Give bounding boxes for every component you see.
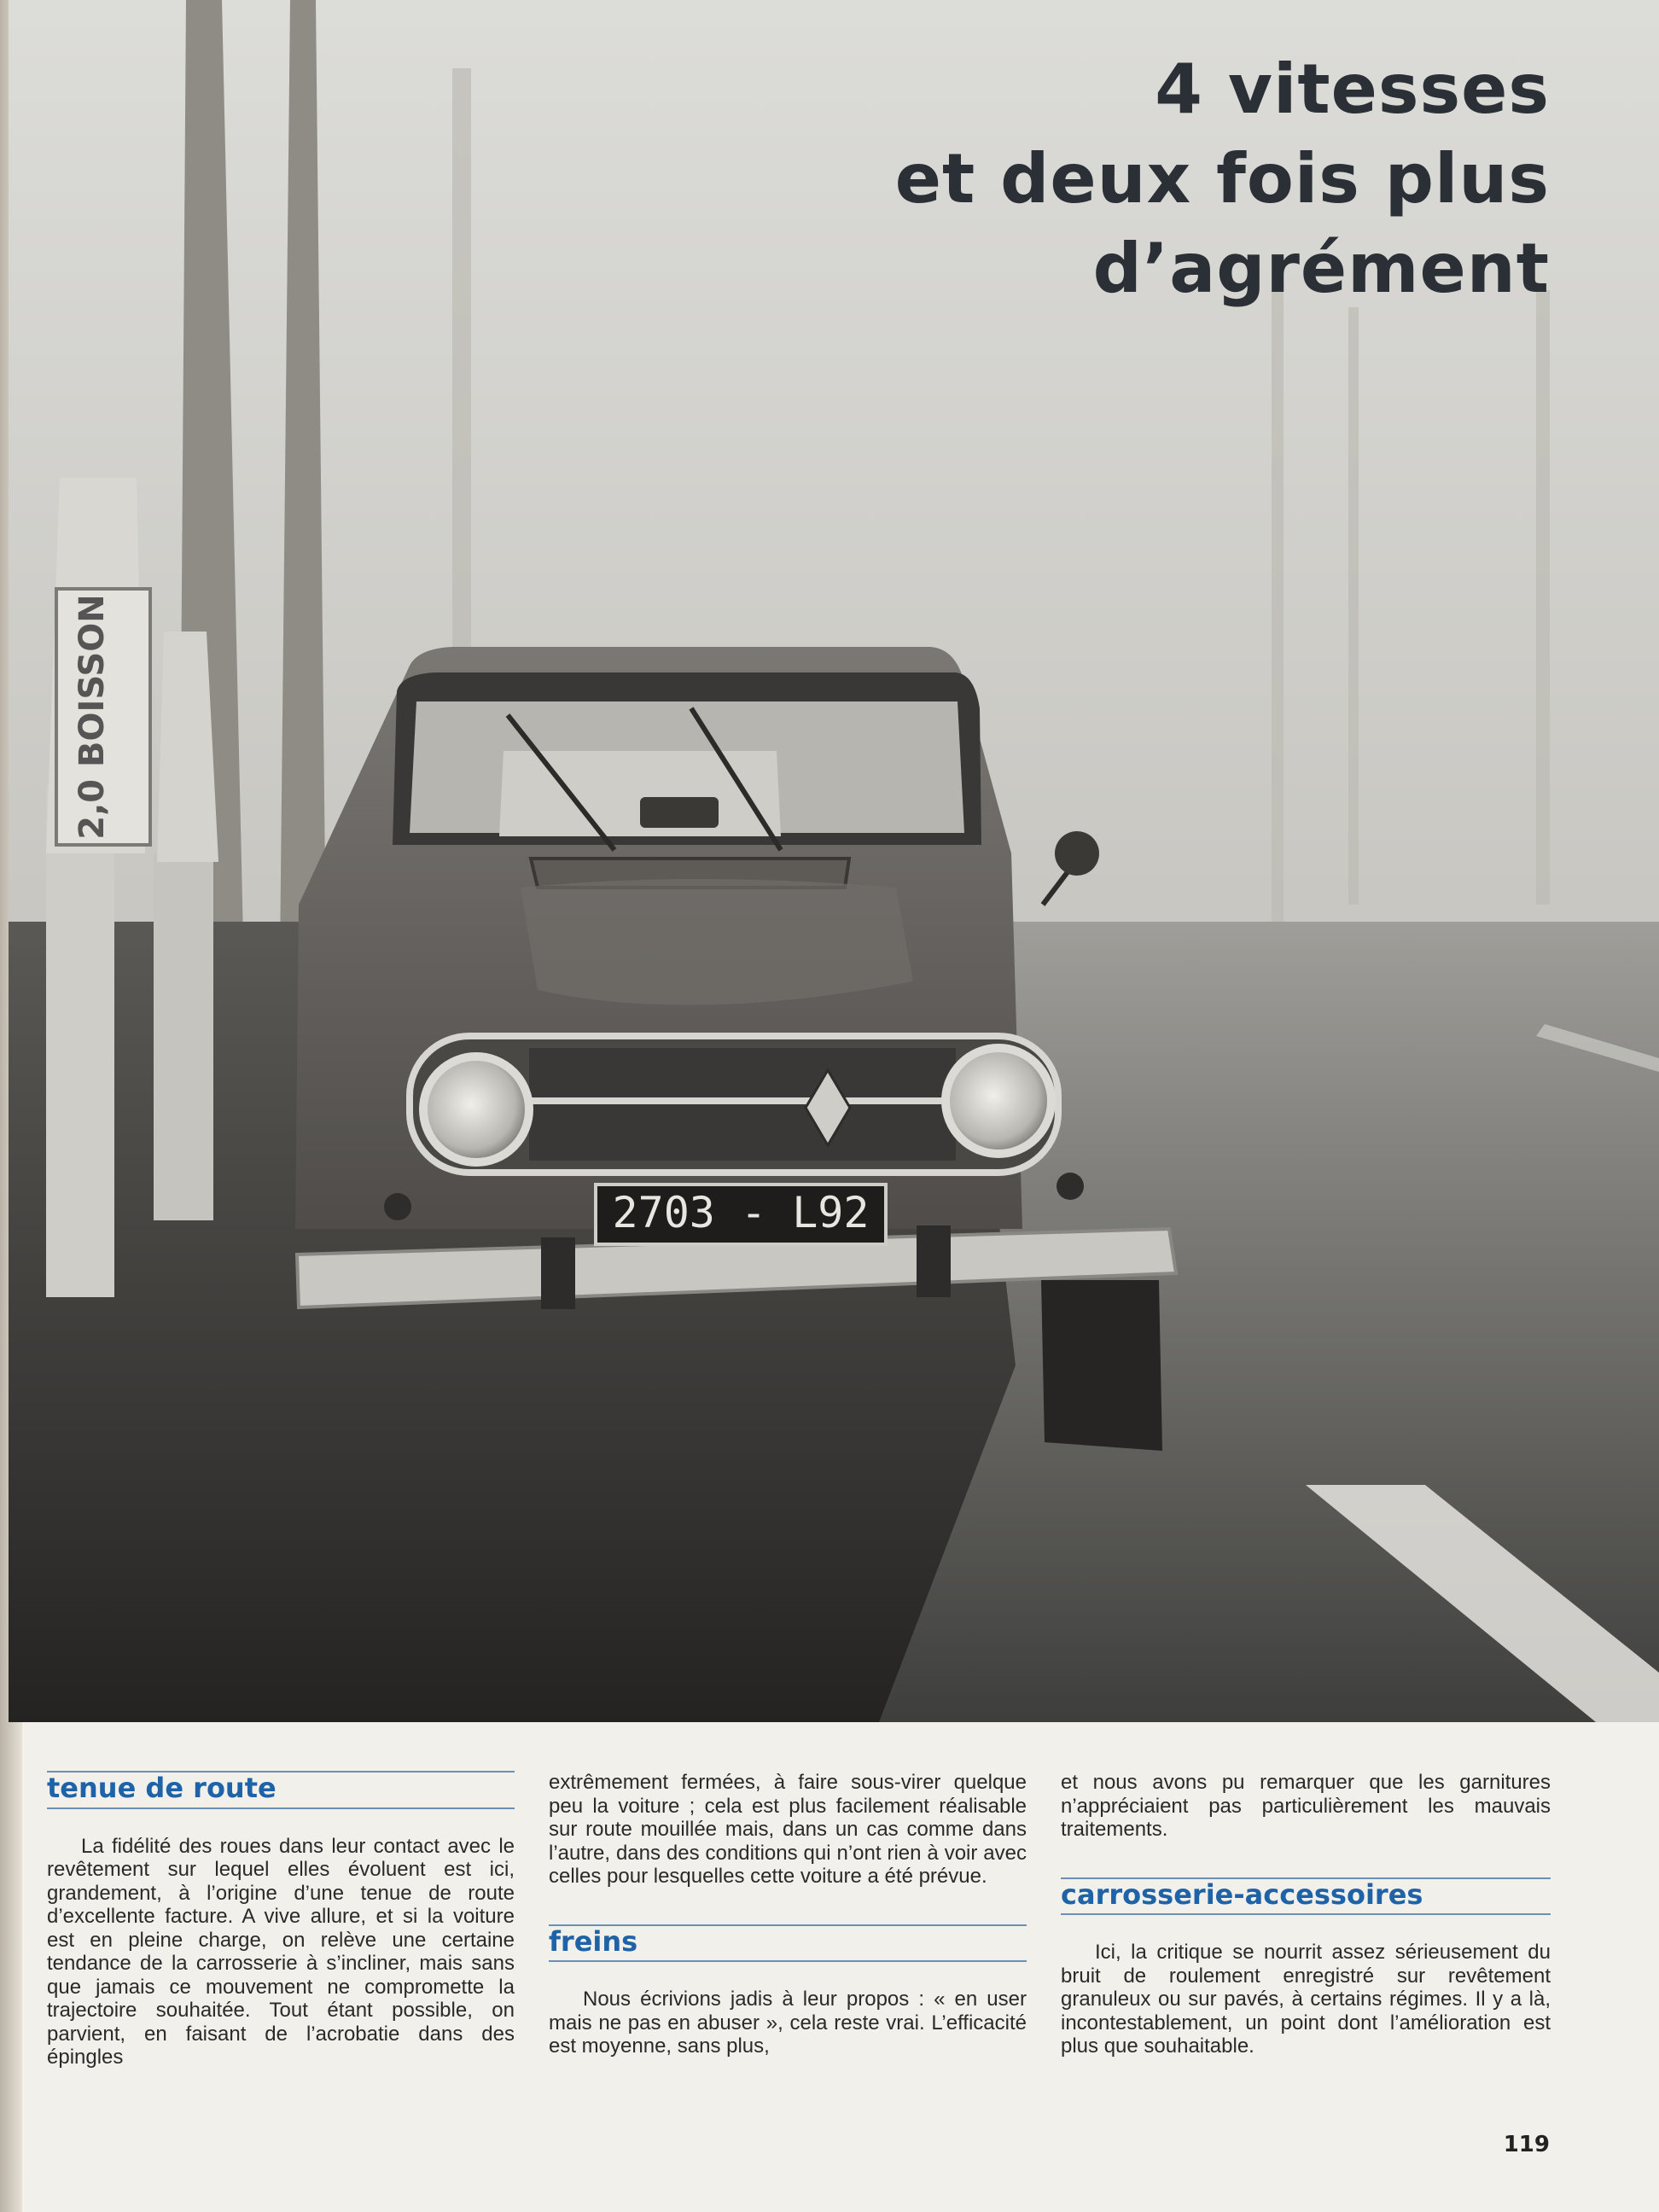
article-headline xyxy=(526,44,1550,313)
section-heading-freins xyxy=(549,1924,1027,1963)
page-number: 119 xyxy=(1503,2132,1550,2157)
column-3 xyxy=(1061,1771,1551,2058)
freins-continuation: et nous avons pu remarquer que les garnitures n’appréciaient pas particulièrement les mauvais traitements. xyxy=(1061,1771,1551,1841)
license-plate: 2703 - L92 xyxy=(612,1188,870,1237)
headline-line-3: d’agrément xyxy=(1092,229,1550,308)
tenue-continuation: extrêmement fermées, à faire sous-virer quelque peu la voiture ; cela est plus facilement réalisable sur route mouillée mais, dans un cas comme dans l’autre, dans des conditions qui n’ont rien à voir avec celles pour lesquelles cette voiture a été prévue. xyxy=(549,1771,1027,1888)
headline-line-1: 4 vitesses xyxy=(1155,49,1550,129)
section-heading-tenue xyxy=(47,1771,515,1809)
column-2 xyxy=(549,1771,1027,2058)
section-title-carrosserie: carrosserie-accessoires xyxy=(1061,1877,1423,1911)
headline-line-2: et deux fois plus xyxy=(894,139,1550,218)
tenue-paragraph: La fidélité des roues dans leur contact avec le revêtement sur lequel elles évoluent est ici, grandement, à l’origine d’une tenue de route d’excellente facture. A vive allure, et si la voiture est en pleine charge, on relève une certaine tendance de la carrosserie à s’incliner, mais sans que jamais ce mouvement ne compromette la trajectoire souhaitée. Tout étant possible, on parvient, en faisant de l’acrobatie dans des épingles xyxy=(47,1834,515,2069)
section-title-tenue: tenue de route xyxy=(47,1772,276,1804)
section-heading-carrosserie xyxy=(1061,1877,1551,1916)
carrosserie-paragraph: Ici, la critique se nourrit assez sérieusement du bruit de roulement enregistré sur revêtement granuleux ou sur pavés, à certains régimes. Il y a là, incontestablement, un point dont l’amélioration est plus que souhaitable. xyxy=(1061,1941,1551,2058)
column-1 xyxy=(47,1771,515,2069)
freins-paragraph: Nous écrivions jadis à leur propos : « en user mais ne pas en abuser », cela reste vrai. L’efficacité est moyenne, sans plus, xyxy=(549,1988,1027,2058)
sign-text: 2,0 BOISSON xyxy=(73,594,112,840)
section-title-freins: freins xyxy=(549,1924,638,1958)
